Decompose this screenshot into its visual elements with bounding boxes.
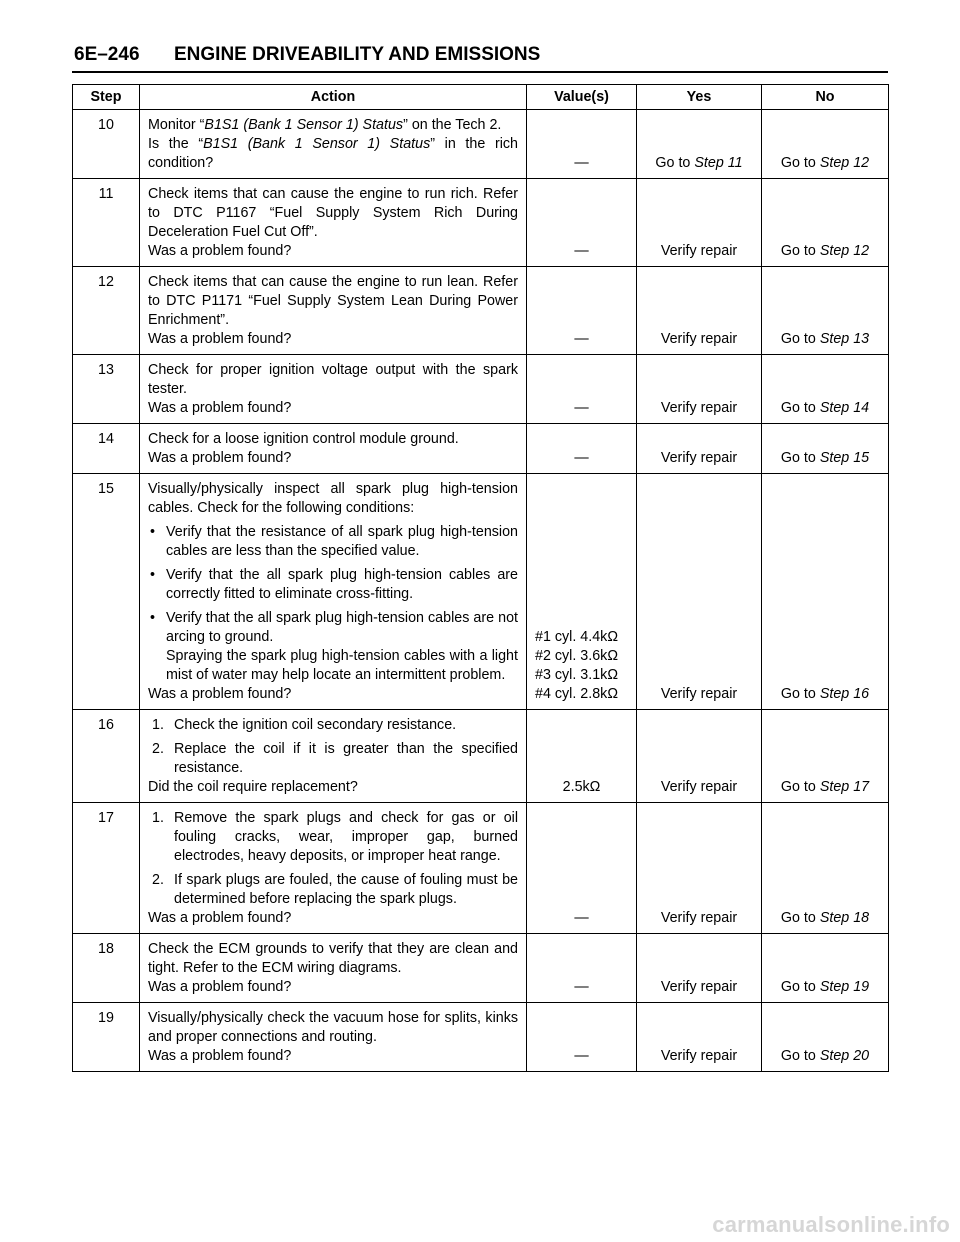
- step-number: 19: [73, 1003, 140, 1072]
- action-text: Check the ECM grounds to verify that they are clean and tight. Refer to the ECM wiring diagrams.: [148, 941, 518, 976]
- yes-cell: Verify repair: [637, 424, 762, 474]
- no-cell: Go to Step 19: [762, 934, 889, 1003]
- bullet-item: • Verify that the all spark plug high-tension cables are not arcing to ground. Spraying the spark plug high-tension cables with a light mist of water may help locate an intermittent problem.: [150, 610, 518, 683]
- table-row: [73, 355, 889, 424]
- yes-cell: Verify repair: [637, 355, 762, 424]
- value-cell: 2.5kΩ: [527, 710, 637, 803]
- action-line: Is the “B1S1 (Bank 1 Sensor 1) Status” in the rich condition?: [148, 136, 519, 171]
- header-rule: [72, 71, 888, 73]
- action-line: Monitor “B1S1 (Bank 1 Sensor 1) Status” on the Tech 2.: [148, 117, 502, 133]
- bullet-item: • Verify that the resistance of all spark plug high-tension cables are less than the specified value.: [150, 524, 518, 559]
- yes-cell: Verify repair: [637, 803, 762, 934]
- action-cell: [140, 803, 527, 934]
- step-number: 14: [73, 424, 140, 474]
- resistance-value: #4 cyl. 2.8kΩ: [535, 686, 619, 702]
- no-cell: Go to Step 12: [762, 110, 889, 179]
- yes-cell: Go to Step 11: [637, 110, 762, 179]
- bullet-note: Spraying the spark plug high-tension cables with a light mist of water may help locate an intermittent problem.: [166, 648, 518, 683]
- numbered-item: 2. Replace the coil if it is greater than the specified resistance.: [152, 741, 518, 776]
- action-question: Was a problem found?: [148, 450, 292, 466]
- action-text: Check for proper ignition voltage output with the spark tester.: [148, 362, 518, 397]
- action-cell: [140, 110, 527, 179]
- yes-cell: Verify repair: [637, 267, 762, 355]
- table-row: [73, 267, 889, 355]
- value-cell: —: [527, 179, 637, 267]
- value-cell: —: [527, 803, 637, 934]
- numbered-item: 2. If spark plugs are fouled, the cause of fouling must be determined before replacing the spark plugs.: [152, 872, 518, 907]
- table-row: [73, 424, 889, 474]
- table-row: [73, 179, 889, 267]
- value-cell: —: [527, 934, 637, 1003]
- page-header: [74, 44, 888, 66]
- value-cell: —: [527, 355, 637, 424]
- action-cell: [140, 267, 527, 355]
- step-number: 12: [73, 267, 140, 355]
- action-text: Visually/physically inspect all spark plug high-tension cables. Check for the following conditions:: [148, 481, 518, 516]
- action-cell: [140, 934, 527, 1003]
- numbered-item: 1. Check the ignition coil secondary resistance.: [152, 717, 457, 733]
- action-question: Was a problem found?: [148, 1048, 292, 1064]
- table-row: [73, 110, 889, 179]
- step-number: 11: [73, 179, 140, 267]
- table-row: [73, 710, 889, 803]
- action-question: Was a problem found?: [148, 979, 292, 995]
- no-cell: Go to Step 13: [762, 267, 889, 355]
- no-cell: Go to Step 20: [762, 1003, 889, 1072]
- table-row: [73, 803, 889, 934]
- page-number: 6E–246: [74, 44, 140, 65]
- no-cell: Go to Step 12: [762, 179, 889, 267]
- step-number: 10: [73, 110, 140, 179]
- value-cell: —: [527, 424, 637, 474]
- step-number: 13: [73, 355, 140, 424]
- action-question: Was a problem found?: [148, 686, 292, 702]
- action-question: Was a problem found?: [148, 910, 292, 926]
- action-cell: [140, 179, 527, 267]
- no-cell: Go to Step 18: [762, 803, 889, 934]
- table-row: [73, 1003, 889, 1072]
- action-text: Check items that can cause the engine to run rich. Refer to DTC P1167 “Fuel Supply System Rich During Deceleration Fuel Cut Off”.: [148, 186, 518, 240]
- watermark: carmanualsonline.info: [712, 1212, 950, 1237]
- no-cell: Go to Step 15: [762, 424, 889, 474]
- resistance-value: #2 cyl. 3.6kΩ: [535, 648, 619, 664]
- column-header-yes: Yes: [637, 85, 762, 110]
- table-row: [73, 474, 889, 710]
- action-text: Visually/physically check the vacuum hose for splits, kinks and proper connections and routing.: [148, 1010, 518, 1045]
- no-cell: Go to Step 16: [762, 474, 889, 710]
- step-number: 18: [73, 934, 140, 1003]
- value-cell: —: [527, 1003, 637, 1072]
- action-question: Was a problem found?: [148, 400, 292, 416]
- column-header-step: Step: [73, 85, 140, 110]
- action-cell: [140, 474, 527, 710]
- no-cell: Go to Step 14: [762, 355, 889, 424]
- step-number: 17: [73, 803, 140, 934]
- yes-cell: Verify repair: [637, 474, 762, 710]
- action-question: Did the coil require replacement?: [148, 779, 358, 795]
- resistance-value: #3 cyl. 3.1kΩ: [535, 667, 619, 683]
- action-question: Was a problem found?: [148, 243, 292, 259]
- action-cell: [140, 1003, 527, 1072]
- table-row: [73, 934, 889, 1003]
- column-header-values: Value(s): [527, 85, 637, 110]
- action-cell: [140, 710, 527, 803]
- no-cell: Go to Step 17: [762, 710, 889, 803]
- value-cell: —: [527, 267, 637, 355]
- value-cell: [527, 474, 637, 710]
- yes-cell: Verify repair: [637, 179, 762, 267]
- column-header-no: No: [762, 85, 889, 110]
- yes-cell: Verify repair: [637, 934, 762, 1003]
- column-header-action: Action: [140, 85, 527, 110]
- yes-cell: Verify repair: [637, 1003, 762, 1072]
- action-question: Was a problem found?: [148, 331, 292, 347]
- resistance-value: #1 cyl. 4.4kΩ: [535, 629, 619, 645]
- action-cell: [140, 424, 527, 474]
- step-number: 15: [73, 474, 140, 710]
- table-header-row: [73, 85, 889, 110]
- yes-cell: Verify repair: [637, 710, 762, 803]
- section-title: ENGINE DRIVEABILITY AND EMISSIONS: [174, 44, 541, 65]
- value-cell: —: [527, 110, 637, 179]
- diagnostic-table: [72, 84, 889, 1072]
- action-text: Check items that can cause the engine to run lean. Refer to DTC P1171 “Fuel Supply System Lean During Power Enrichment”.: [148, 274, 518, 328]
- bullet-item: • Verify that the all spark plug high-tension cables are correctly fitted to eliminate cross-fitting.: [150, 567, 518, 602]
- action-text: Check for a loose ignition control module ground.: [148, 431, 459, 447]
- step-number: 16: [73, 710, 140, 803]
- numbered-item: 1. Remove the spark plugs and check for gas or oil fouling cracks, wear, improper gap, burned electrodes, heavy deposits, or improper heat range.: [152, 810, 518, 864]
- action-cell: [140, 355, 527, 424]
